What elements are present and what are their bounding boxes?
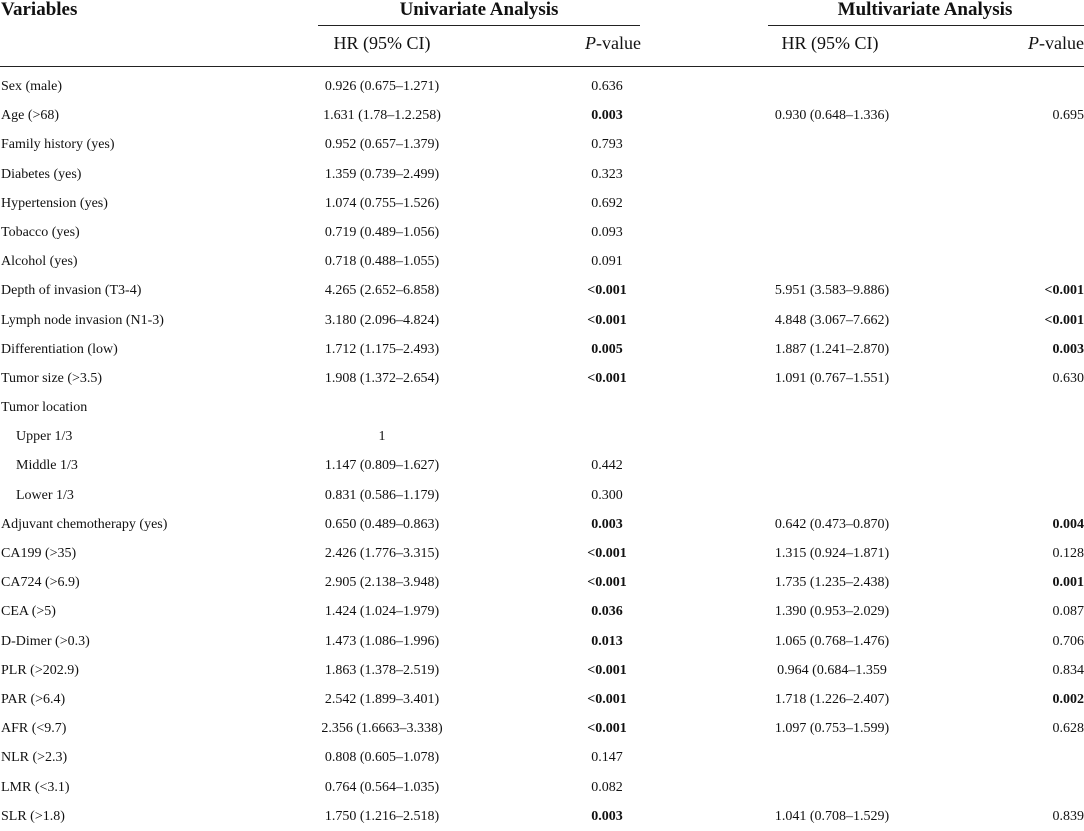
- variable-cell: D-Dimer (>0.3): [1, 633, 90, 649]
- univariate-p-cell: 0.013: [591, 633, 623, 649]
- variable-cell: PAR (>6.4): [1, 691, 66, 707]
- univariate-p-cell: <0.001: [587, 721, 627, 737]
- multivariate-p-cell: <0.001: [1044, 312, 1084, 328]
- p-suffix: -value: [1039, 33, 1084, 53]
- univariate-hr-cell: 0.831 (0.586–1.179): [324, 487, 440, 503]
- multivariate-p-cell: 0.087: [1052, 604, 1084, 620]
- variable-cell: Upper 1/3: [16, 429, 73, 445]
- variable-cell: CA199 (>35): [1, 546, 77, 561]
- multivariate-p-cell: 0.630: [1052, 370, 1084, 386]
- univariate-p-cell: <0.001: [587, 370, 627, 386]
- multivariate-p-cell: 0.001: [1052, 575, 1084, 591]
- multivariate-hr-cell: 4.848 (3.067–7.662): [774, 312, 890, 328]
- univariate-hr-cell: 0.719 (0.489–1.056): [324, 224, 440, 240]
- variable-cell: PLR (>202.9): [1, 662, 79, 678]
- variable-cell: Alcohol (yes): [1, 254, 78, 270]
- table-row: [0, 743, 1084, 772]
- univariate-p-cell: 0.036: [591, 604, 623, 620]
- table-row: [0, 130, 1084, 159]
- univariate-hr-cell: 0.926 (0.675–1.271): [324, 79, 440, 94]
- univariate-hr-cell: 0.650 (0.489–0.863): [324, 516, 440, 532]
- univariate-p-cell: <0.001: [587, 546, 627, 561]
- variable-cell: Hypertension (yes): [1, 195, 108, 211]
- table-row: [0, 481, 1084, 510]
- univariate-hr-cell: 0.764 (0.564–1.035): [324, 779, 440, 795]
- univariate-p-cell: 0.636: [591, 79, 623, 94]
- variable-cell: LMR (<3.1): [1, 779, 70, 795]
- univariate-hr-cell: 2.426 (1.776–3.315): [324, 546, 440, 561]
- multivariate-p-cell: 0.004: [1052, 516, 1084, 532]
- header-rule: [0, 66, 1084, 67]
- variable-cell: Tobacco (yes): [1, 224, 80, 240]
- variable-cell: CA724 (>6.9): [1, 575, 80, 591]
- multivariate-hr-cell: 0.930 (0.648–1.336): [774, 108, 890, 124]
- univariate-hr-cell: 1: [378, 429, 386, 445]
- univariate-hr-cell: 1.147 (0.809–1.627): [324, 458, 440, 474]
- univariate-hr-cell: 2.905 (2.138–3.948): [324, 575, 440, 591]
- table-row: [0, 802, 1084, 831]
- table-row: [0, 306, 1084, 335]
- univariate-p-cell: <0.001: [587, 283, 627, 299]
- table-row: [0, 247, 1084, 276]
- univariate-hr-cell: 1.863 (1.378–2.519): [324, 662, 440, 678]
- table-row: [0, 364, 1084, 393]
- variable-cell: CEA (>5): [1, 604, 56, 620]
- table-row: [0, 685, 1084, 714]
- univariate-p-cell: 0.147: [591, 750, 623, 766]
- header-variables: Variables: [1, 0, 78, 20]
- table-row: [0, 218, 1084, 247]
- table-row: [0, 656, 1084, 685]
- table-row: [0, 773, 1084, 802]
- univariate-p-cell: 0.003: [591, 108, 623, 124]
- multivariate-hr-cell: 1.390 (0.953–2.029): [774, 604, 890, 620]
- univariate-p-cell: 0.082: [591, 779, 623, 795]
- multivariate-p-cell: <0.001: [1044, 283, 1084, 299]
- univariate-p-cell: 0.692: [591, 195, 623, 211]
- univariate-hr-cell: 1.750 (1.216–2.518): [324, 808, 440, 824]
- univariate-p-cell: 0.093: [591, 224, 623, 240]
- univariate-rule: [318, 25, 640, 26]
- univariate-hr-cell: 1.359 (0.739–2.499): [324, 166, 440, 182]
- multivariate-p-cell: 0.839: [1052, 808, 1084, 824]
- univariate-hr-cell: 2.542 (1.899–3.401): [324, 691, 440, 707]
- table-row: [0, 335, 1084, 364]
- multivariate-p-cell: 0.834: [1052, 662, 1084, 678]
- table-row: [0, 101, 1084, 130]
- variable-cell: AFR (<9.7): [1, 721, 67, 737]
- table-row: [0, 597, 1084, 626]
- table-row: [0, 276, 1084, 305]
- header-multivariate: Multivariate Analysis: [837, 0, 1013, 20]
- table-row: [0, 627, 1084, 656]
- multivariate-p-cell: 0.706: [1052, 633, 1084, 649]
- multivariate-hr-cell: 1.097 (0.753–1.599): [774, 721, 890, 737]
- subheader-p-multivariate: [1028, 33, 1084, 54]
- univariate-p-cell: 0.003: [591, 808, 623, 824]
- multivariate-p-cell: 0.628: [1052, 721, 1084, 737]
- multivariate-rule: [768, 25, 1084, 26]
- variable-cell: Adjuvant chemotherapy (yes): [1, 516, 168, 532]
- multivariate-hr-cell: 0.964 (0.684–1.359: [777, 662, 887, 678]
- multivariate-p-cell: 0.003: [1052, 341, 1084, 357]
- variable-cell: SLR (>1.8): [1, 808, 65, 824]
- univariate-p-cell: 0.005: [591, 341, 623, 357]
- table-row: [0, 393, 1084, 422]
- p-italic: P: [1028, 33, 1040, 53]
- variable-cell: NLR (>2.3): [1, 750, 68, 766]
- variable-cell: Middle 1/3: [16, 458, 78, 474]
- variable-cell: Family history (yes): [1, 137, 115, 153]
- univariate-hr-cell: 1.473 (1.086–1.996): [324, 633, 440, 649]
- univariate-hr-cell: 0.718 (0.488–1.055): [324, 254, 440, 270]
- univariate-p-cell: 0.442: [591, 458, 623, 474]
- table-row: [0, 160, 1084, 189]
- multivariate-hr-cell: 1.091 (0.767–1.551): [774, 370, 890, 386]
- univariate-p-cell: 0.300: [591, 487, 623, 503]
- p-italic: P: [585, 33, 597, 53]
- p-suffix: -value: [596, 33, 641, 53]
- multivariate-hr-cell: 1.735 (1.235–2.438): [774, 575, 890, 591]
- variable-cell: Depth of invasion (T3-4): [1, 283, 142, 299]
- univariate-p-cell: 0.793: [591, 137, 623, 153]
- multivariate-hr-cell: 0.642 (0.473–0.870): [774, 516, 890, 532]
- univariate-hr-cell: 0.952 (0.657–1.379): [324, 137, 440, 153]
- univariate-p-cell: 0.003: [591, 516, 623, 532]
- table-row: [0, 422, 1084, 451]
- univariate-hr-cell: 1.908 (1.372–2.654): [324, 370, 440, 386]
- univariate-hr-cell: 1.424 (1.024–1.979): [324, 604, 440, 620]
- multivariate-p-cell: 0.002: [1052, 691, 1084, 707]
- table-row: [0, 714, 1084, 743]
- table-row: [0, 539, 1084, 568]
- table-body: [0, 72, 1084, 831]
- table-row: [0, 451, 1084, 480]
- univariate-hr-cell: 3.180 (2.096–4.824): [324, 312, 440, 328]
- variable-cell: Sex (male): [1, 79, 63, 94]
- subheader-hr-univariate: HR (95% CI): [333, 33, 431, 53]
- univariate-hr-cell: 1.074 (0.755–1.526): [324, 195, 440, 211]
- univariate-p-cell: 0.091: [591, 254, 623, 270]
- subheader-p-univariate: [585, 33, 641, 54]
- univariate-p-cell: <0.001: [587, 312, 627, 328]
- multivariate-hr-cell: 1.041 (0.708–1.529): [774, 808, 890, 824]
- header-univariate: Univariate Analysis: [399, 0, 559, 20]
- variable-cell: Tumor size (>3.5): [1, 370, 103, 386]
- univariate-p-cell: <0.001: [587, 662, 627, 678]
- univariate-p-cell: 0.323: [591, 166, 623, 182]
- univariate-p-cell: <0.001: [587, 575, 627, 591]
- subheader-hr-multivariate: HR (95% CI): [781, 33, 879, 53]
- variable-cell: Age (>68): [1, 108, 60, 124]
- variable-cell: Diabetes (yes): [1, 166, 82, 182]
- table-row: [0, 568, 1084, 597]
- table-row: [0, 189, 1084, 218]
- multivariate-hr-cell: 1.887 (1.241–2.870): [774, 341, 890, 357]
- univariate-p-cell: <0.001: [587, 691, 627, 707]
- multivariate-hr-cell: 5.951 (3.583–9.886): [774, 283, 890, 299]
- multivariate-p-cell: 0.695: [1052, 108, 1084, 124]
- multivariate-hr-cell: 1.065 (0.768–1.476): [774, 633, 890, 649]
- multivariate-p-cell: 0.128: [1052, 546, 1084, 561]
- univariate-hr-cell: 4.265 (2.652–6.858): [324, 283, 440, 299]
- univariate-hr-cell: 1.631 (1.78–1.2.258): [323, 108, 441, 124]
- multivariate-hr-cell: 1.315 (0.924–1.871): [774, 546, 890, 561]
- variable-cell: Lower 1/3: [16, 487, 74, 503]
- univariate-hr-cell: 1.712 (1.175–2.493): [324, 341, 440, 357]
- multivariate-hr-cell: 1.718 (1.226–2.407): [774, 691, 890, 707]
- variable-cell: Tumor location: [1, 400, 88, 416]
- univariate-hr-cell: 0.808 (0.605–1.078): [324, 750, 440, 766]
- variable-cell: Lymph node invasion (N1-3): [1, 312, 164, 328]
- table-row: [0, 72, 1084, 101]
- univariate-hr-cell: 2.356 (1.6663–3.338): [321, 721, 443, 737]
- variable-cell: Differentiation (low): [1, 341, 118, 357]
- table-row: [0, 510, 1084, 539]
